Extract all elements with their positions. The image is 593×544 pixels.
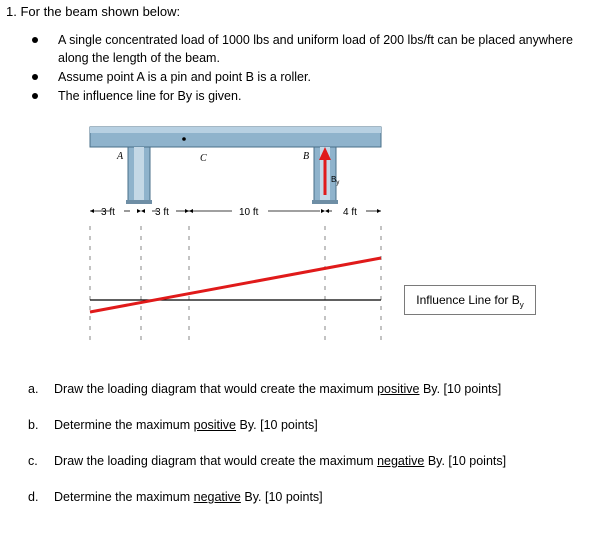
legend-box: Influence Line for $B_y$ <box>404 285 536 315</box>
question-a: a. Draw the loading diagram that would create the maximum positive By. [10 points] <box>28 382 502 396</box>
dimension-ticks <box>90 209 381 213</box>
support-a-web <box>134 147 144 202</box>
guide-lines <box>90 226 381 340</box>
point-c-marker <box>182 137 186 141</box>
point-a-label: A <box>117 151 124 162</box>
bullet-item: Assume point A is a pin and point B is a roller. <box>30 68 590 86</box>
point-b-label: B <box>303 151 310 162</box>
problem-heading: 1. For the beam shown below: <box>6 4 181 19</box>
question-list <box>28 382 506 526</box>
support-a-base <box>126 200 152 204</box>
beam-highlight <box>90 127 381 133</box>
bullet-item: A single concentrated load of 1000 lbs and uniform load of 200 lbs/ft can be placed anywhere along the length of the beam. <box>30 31 590 67</box>
influence-line <box>90 258 381 312</box>
question-d: d. Determine the maximum negative By. [10 points] <box>28 490 323 504</box>
by-label: $B_y$ <box>331 175 340 186</box>
dim-label-4: 4 ft <box>343 207 357 218</box>
point-c-label: C <box>200 153 207 164</box>
question-b: b. Determine the maximum positive By. [10 points] <box>28 418 318 432</box>
dim-label-2: 3 ft <box>155 207 169 218</box>
support-b-base <box>312 200 338 204</box>
question-c: c. Draw the loading diagram that would create the maximum negative By. [10 points] <box>28 454 507 468</box>
bullet-item: The influence line for By is given. <box>30 87 590 105</box>
dim-label-1: 3 ft <box>101 207 115 218</box>
dim-label-3: 10 ft <box>239 207 259 218</box>
